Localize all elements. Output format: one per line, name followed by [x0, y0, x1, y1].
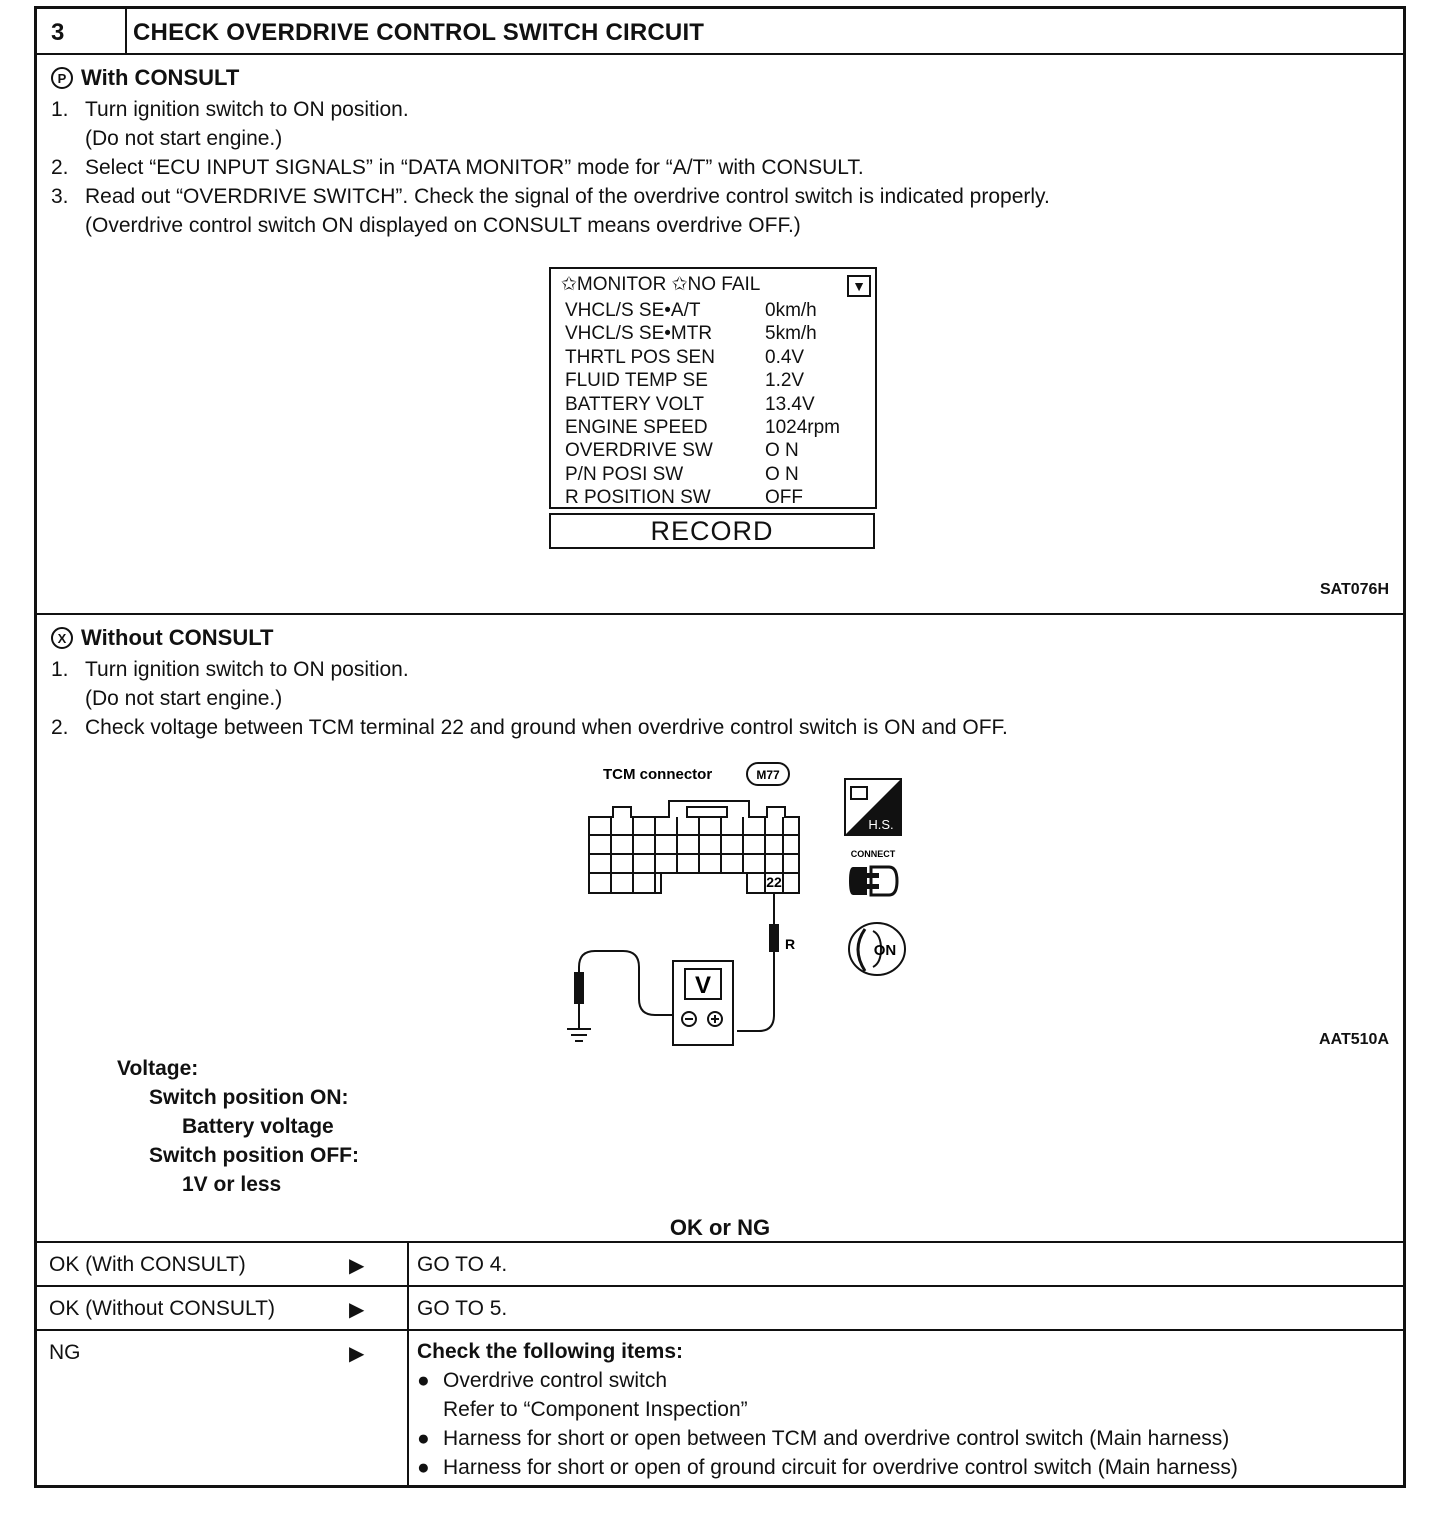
monitor-label: ENGINE SPEED	[565, 416, 708, 438]
switch-off-value: 1V or less	[182, 1173, 282, 1196]
result-action: GO TO 4.	[417, 1253, 508, 1276]
ok-or-ng-heading: OK or NG	[669, 1215, 771, 1240]
no-consult-mode-icon: X	[51, 627, 73, 649]
step-text: Turn ignition switch to ON position.	[85, 658, 409, 681]
monitor-header: ✩MONITOR ✩NO FAIL	[561, 274, 761, 295]
monitor-value: OFF	[765, 487, 803, 509]
monitor-row	[565, 416, 840, 439]
monitor-label: THRTL POS SEN	[565, 346, 715, 368]
probe-wiring	[567, 893, 778, 1045]
hs-label: H.S.	[868, 817, 894, 832]
monitor-row	[565, 486, 840, 509]
monitor-row	[565, 346, 840, 369]
monitor-row	[565, 369, 840, 392]
connector-id: M77	[756, 768, 780, 782]
ng-action-list	[417, 1337, 1238, 1482]
monitor-value: 13.4V	[765, 393, 815, 415]
arrow-icon: ▶	[349, 1255, 365, 1277]
voltmeter-label: V	[694, 972, 712, 999]
step-title: CHECK OVERDRIVE CONTROL SWITCH CIRCUIT	[133, 19, 705, 46]
with-consult-section	[37, 55, 1403, 615]
monitor-value: 0.4V	[765, 346, 805, 368]
voltage-title: Voltage:	[117, 1057, 199, 1080]
list-item	[417, 1453, 1238, 1482]
list-item	[417, 1424, 1238, 1453]
scroll-down-icon: ▼	[847, 275, 871, 297]
hs-icon	[843, 777, 903, 837]
list-item	[417, 1366, 1238, 1395]
monitor-value: O N	[765, 440, 799, 462]
monitor-value: 1.2V	[765, 370, 805, 392]
list-item-text: Harness for short or open between TCM and overdrive control switch (Main harness)	[443, 1427, 1230, 1450]
with-consult-steps	[51, 95, 1050, 240]
step-text: Select “ECU INPUT SIGNALS” in “DATA MONITOR” mode for “A/T” with CONSULT.	[85, 156, 864, 179]
bullet-icon: ●	[417, 1369, 430, 1392]
monitor-rows	[565, 299, 840, 510]
step-num: 2.	[51, 156, 69, 179]
on-label: ON	[873, 942, 897, 959]
wire-color: R	[785, 936, 796, 952]
monitor-row	[565, 322, 840, 345]
switch-on-label: Switch position ON:	[149, 1086, 349, 1109]
step-subtext: (Overdrive control switch ON displayed on CONSULT means overdrive OFF.)	[85, 214, 801, 237]
step-text: Check voltage between TCM terminal 22 and ground when overdrive control switch is ON and OFF.	[85, 716, 1008, 739]
monitor-value: 5km/h	[765, 323, 817, 345]
step-number: 3	[37, 9, 127, 53]
with-consult-title: With CONSULT	[81, 65, 240, 90]
without-consult-heading	[51, 625, 273, 651]
ng-action-title: Check the following items:	[417, 1340, 684, 1363]
monitor-row	[565, 463, 840, 486]
switch-off-label: Switch position OFF:	[149, 1144, 359, 1167]
without-consult-title: Without CONSULT	[81, 625, 274, 650]
result-condition: OK (With CONSULT)	[49, 1253, 246, 1276]
monitor-row	[565, 439, 840, 462]
result-condition: OK (Without CONSULT)	[49, 1297, 275, 1320]
procedure-sheet	[34, 6, 1406, 1488]
with-consult-heading	[51, 65, 239, 91]
monitor-value: 1024rpm	[765, 416, 840, 438]
figure-id: AAT510A	[1319, 1031, 1389, 1048]
monitor-row	[565, 299, 840, 322]
step-header	[37, 9, 1403, 55]
step-subtext: (Do not start engine.)	[85, 127, 283, 150]
step-num: 1.	[51, 658, 69, 681]
bullet-icon: ●	[417, 1456, 430, 1479]
monitor-label: P/N POSI SW	[565, 463, 684, 485]
monitor-label: VHCL/S SE•A/T	[565, 300, 701, 321]
monitor-label: FLUID TEMP SE	[565, 370, 708, 392]
arrow-icon: ▶	[349, 1343, 365, 1365]
step-num: 1.	[51, 98, 69, 121]
record-button[interactable]: RECORD	[549, 513, 875, 549]
result-condition: NG	[49, 1341, 81, 1364]
connect-icon	[845, 845, 905, 905]
step-text: Read out “OVERDRIVE SWITCH”. Check the signal of the overdrive control switch is indicated properly.	[85, 185, 1050, 208]
step-subtext: (Do not start engine.)	[85, 687, 283, 710]
monitor-value: O N	[765, 463, 799, 485]
result-row-ok-no-consult	[37, 1287, 1403, 1329]
step-num: 2.	[51, 716, 69, 739]
connect-label: CONNECT	[850, 849, 896, 859]
bullet-icon: ●	[417, 1427, 430, 1450]
without-consult-steps	[51, 655, 1008, 742]
monitor-row	[565, 393, 840, 416]
monitor-label: BATTERY VOLT	[565, 393, 705, 415]
result-action: GO TO 5.	[417, 1297, 508, 1320]
list-item-text: Harness for short or open of ground circuit for overdrive control switch (Main harness)	[443, 1456, 1238, 1479]
list-item-text: Overdrive control switch	[443, 1369, 668, 1392]
arrow-icon: ▶	[349, 1299, 365, 1321]
monitor-value: 0km/h	[765, 300, 817, 321]
switch-on-value: Battery voltage	[182, 1115, 334, 1138]
step-text: Turn ignition switch to ON position.	[85, 98, 409, 121]
result-row-ok-consult	[37, 1243, 1403, 1285]
without-consult-section	[37, 615, 1403, 1243]
monitor-label: R POSITION SW	[565, 487, 711, 509]
figure-id: SAT076H	[1319, 581, 1389, 598]
terminal-number: 22	[766, 874, 782, 890]
consult-mode-icon: P	[51, 67, 73, 89]
ignition-on-icon	[841, 915, 909, 981]
connector-label: TCM connector	[603, 766, 713, 783]
monitor-label: VHCL/S SE•MTR	[565, 323, 713, 345]
result-row-ng	[37, 1331, 1403, 1487]
consult-monitor-screen	[549, 267, 877, 509]
monitor-label: OVERDRIVE SW	[565, 440, 713, 462]
list-item-subtext: Refer to “Component Inspection”	[443, 1398, 748, 1421]
step-num: 3.	[51, 185, 69, 208]
